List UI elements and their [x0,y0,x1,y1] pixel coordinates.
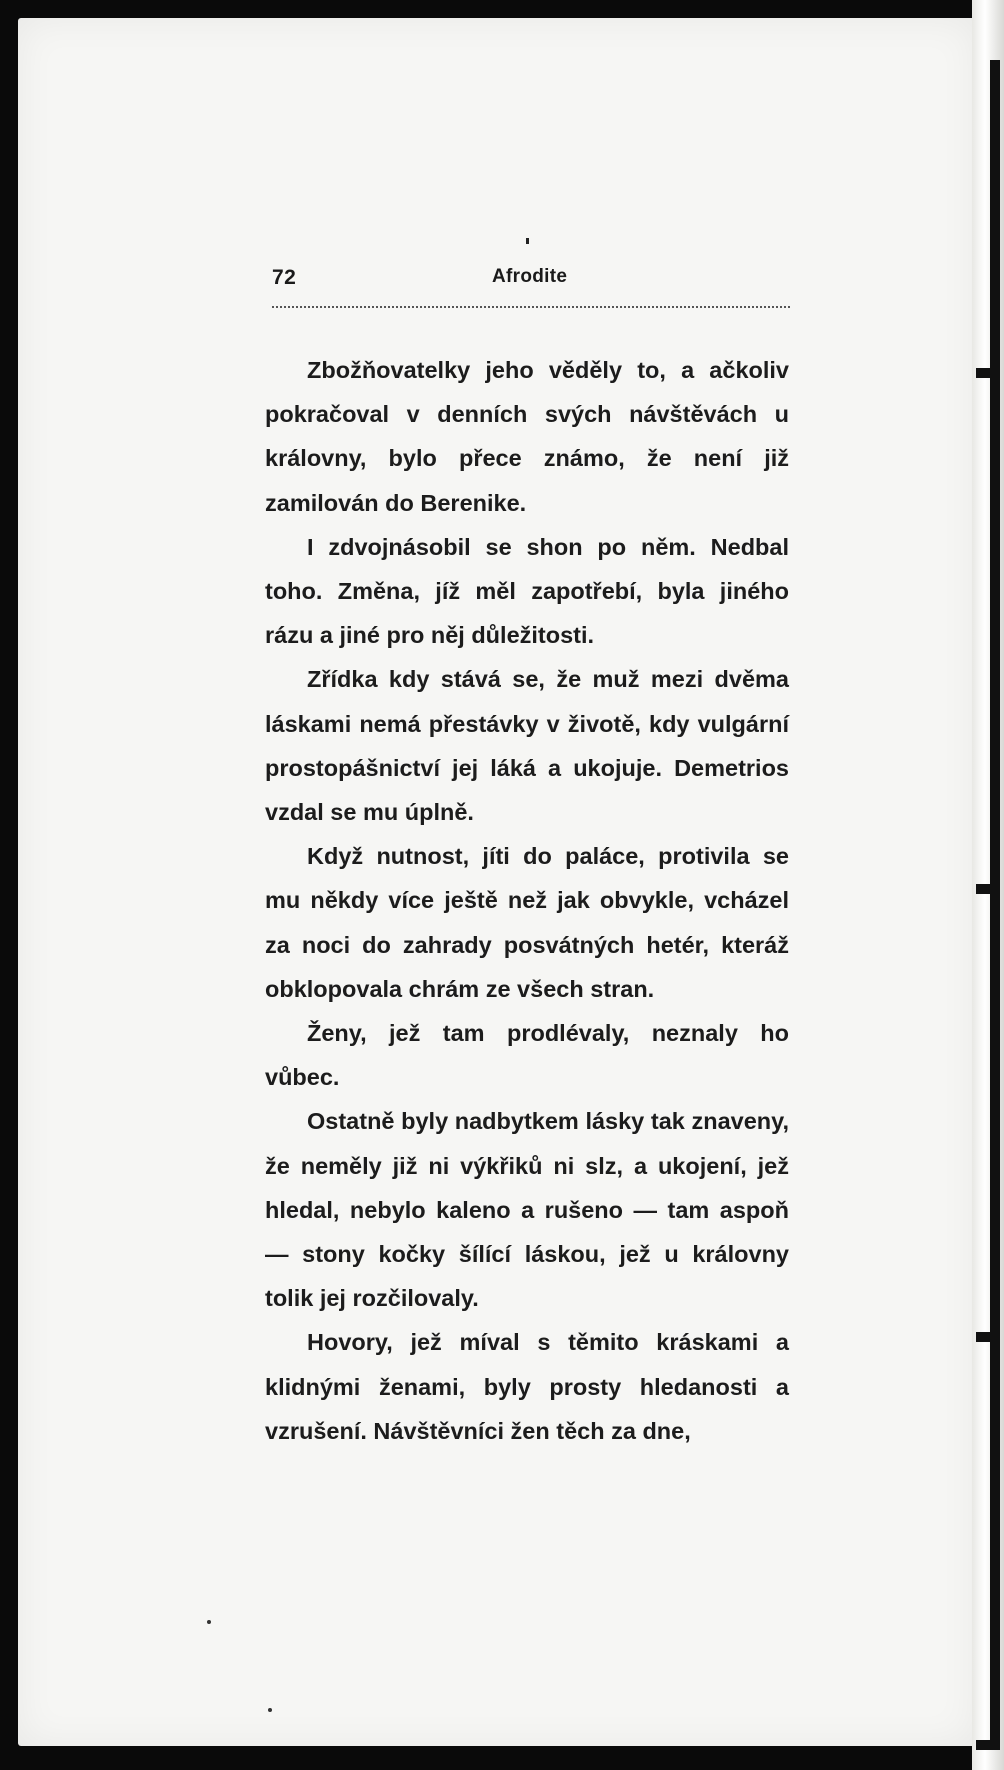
paragraph: Hovory, jež míval s těmito kráskami a klidnými ženami, byly prosty hledanosti a vzrušení. Návštěvníci žen těch za dne, [265,1329,789,1444]
paragraph: Ženy, jež tam prodlévaly, neznaly ho vůbec. [265,1020,789,1091]
paragraph: I zdvojnásobil se shon po něm. Nedbal toho. Změna, jíž měl zapotřebí, byla jiného rázu a jiné pro něj důležitosti. [265,533,789,649]
paragraph: Ostatně byly nadbytkem lásky tak znaveny, že neměly již ni výkřiků ni slz, a ukojení, jež hledal, nebylo kaleno a rušeno — tam aspoň — stony kočky šílící láskou, jež u královny tolik jej rozčilovaly. [265,1108,789,1312]
running-head [272,266,792,296]
paragraph: Když nutnost, jíti do paláce, protivila se mu někdy více ještě než jak obvykle, vcházel za noci do zahrady posvátných hetér, kteráž obklopovala chrám ze všech stran. [265,843,789,1002]
page-number: 72 [272,266,297,289]
header-rule [272,306,790,308]
binding-notch [976,1332,990,1342]
binding-notch [976,368,990,378]
print-speck [268,1708,272,1712]
body-text [265,348,789,1453]
binding-notch [976,884,990,894]
running-title: Afrodite [492,266,568,287]
paragraph: Zřídka kdy stává se, že muž mezi dvěma láskami nemá přestávky v životě, kdy vulgární prostopášnictví jej láká a ukojuje. Demetrios vzdal se mu úplně. [265,666,789,826]
binding-notch [976,1740,990,1750]
paragraph: Zbožňovatelky jeho věděly to, a ačkoliv pokračoval v denních svých návštěvách u královny, bylo přece známo, že není již zamilován do Berenike. [265,357,789,516]
print-speck [207,1620,211,1624]
binding-shadow [990,60,1000,1750]
print-speck [526,238,529,244]
